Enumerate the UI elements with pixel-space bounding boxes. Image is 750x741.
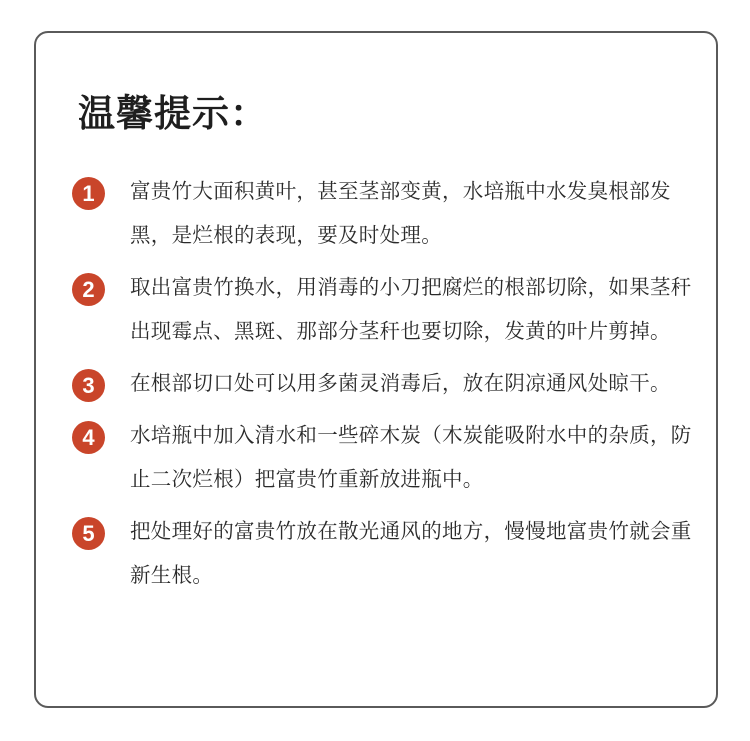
tip-item-2 [72,265,692,353]
tip-text-3: 在根部切口处可以用多菌灵消毒后，放在阴凉通风处晾干。 [130,371,671,395]
tips-card [34,31,718,708]
number-badge-1: 1 [72,177,105,210]
tip-text-5: 把处理好的富贵竹放在散光通风的地方，慢慢地富贵竹就会重新生根。 [130,519,692,587]
tip-text-1: 富贵竹大面积黄叶，甚至茎部变黄，水培瓶中水发臭根部发黑，是烂根的表现，要及时处理。 [130,179,671,247]
number-badge-5: 5 [72,517,105,550]
tip-item-4 [72,413,692,501]
tip-item-5 [72,509,692,597]
tip-item-3 [72,361,692,405]
tips-list [72,169,692,605]
tip-text-4: 水培瓶中加入清水和一些碎木炭（木炭能吸附水中的杂质，防止二次烂根）把富贵竹重新放进瓶中。 [130,423,692,491]
number-badge-4: 4 [72,421,105,454]
tip-text-2: 取出富贵竹换水，用消毒的小刀把腐烂的根部切除，如果茎秆出现霉点、黑斑、那部分茎秆也要切除，发黄的叶片剪掉。 [130,275,692,343]
number-badge-3: 3 [72,369,105,402]
card-title: 温馨提示： [78,92,268,135]
tip-item-1 [72,169,692,257]
number-badge-2: 2 [72,273,105,306]
